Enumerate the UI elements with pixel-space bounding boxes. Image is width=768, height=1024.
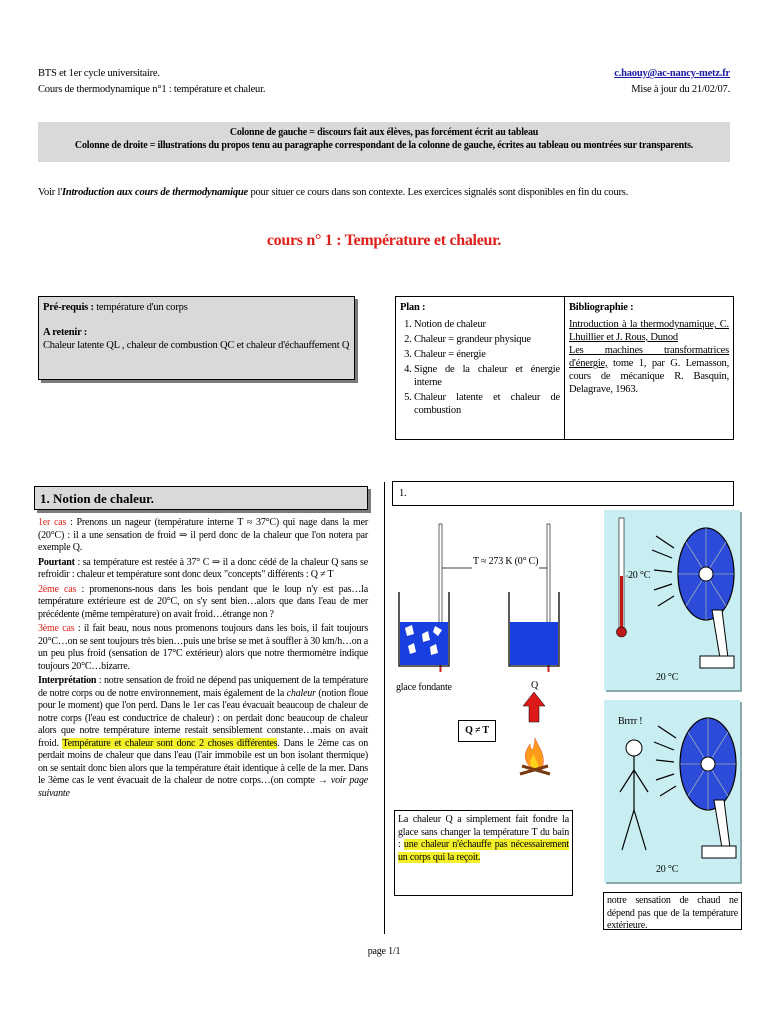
bibliography-box: Bibliographie : Introduction à la thermodynamique, C. Lhuillier et J. Rous, Dunod Les machines transformatrices d'énergie, tome 1, par G. Lemasson, cours de mécanique R. Basquin, Delagrave, 1963. xyxy=(564,296,734,440)
wind-line xyxy=(654,570,672,572)
section-1-right-heading: 1. xyxy=(392,481,734,506)
person-head xyxy=(626,740,642,756)
intro-line: Voir l'Introduction aux cours de thermodynamique pour situer ce cours dans son contexte. Les exercices signalés sont disponibles en fin du cours. xyxy=(38,187,629,198)
header-update-date: Mise à jour du 21/02/07. xyxy=(631,84,730,95)
q-label: Q xyxy=(531,680,539,691)
section-1-body: 1er cas : Prenons un nageur (température interne T ≈ 37°C) qui nage dans la mer (20°C) : il a une sensation de froid ⇒ il perd donc de la chaleur que l'on notera par exemple Q. Pourtant : sa température est restée à 37° C ⇒ il a donc cédé de la chaleur Q sans se refroidir : chaleur et température sont donc deux "concepts" différents : Q ≠ T 2ème cas : promenons-nous dans les bois pendant que le loup n'y est pas…la température extérieure est de 20°C, on s'y sent bien…alors que dans l'eau de mer précédente (même température) on avait froid…étrange non ? 3ème cas : il fait beau, nous nous promenons toujours dans les bois, il fait toujours 20°C…on se sent toujours très bien…puis une brise se met à souffler à 30 km/h…on a un peu plus froid (sensation de 17°C extérieur) alors que notre thermomètre indique toujours 20°C…bizarre. Interprétation : notre sensation de froid ne dépend pas uniquement de la température de notre corps ou de notre environnement, mais également de la chaleur (notion floue pour le moment) que l'on perd. Dans le 1er cas l'eau évacuait beaucoup de chaleur de notre corps (l'eau est conductrice de chaleur) : on perdait donc beaucoup de chaleur alors que notre température interne restait sensiblement constante…mais on avait froid. Température et chaleur sont donc 2 choses différentes. Dans le 2ème cas on perdait moins de chaleur que dans l'eau (l'air immobile est un bon isolant thermique) on se sentait donc bien alors que la température était identique à celle de la mer. Dans le 3ème cas le vent évacuait de la chaleur de notre corps…(on compte → voir page suivante xyxy=(38,517,369,799)
wind-line xyxy=(656,760,674,762)
fan-panel-top xyxy=(604,510,740,690)
wind-line xyxy=(656,774,674,780)
wind-line xyxy=(658,726,676,738)
ice-bath-figure xyxy=(392,512,597,928)
columns-banner xyxy=(38,122,730,162)
fan-base xyxy=(700,656,734,668)
heat-arrow xyxy=(523,692,545,722)
fan-base xyxy=(702,846,736,858)
fan-top-temp-bottom: 20 °C xyxy=(656,672,679,683)
wind-lines-bottom xyxy=(654,726,676,796)
ice-caption-box: La chaleur Q a simplement fait fondre la glace sans changer la température T du bain : une chaleur n'échauffe pas nécessairement un corps qui la reçoit. xyxy=(394,810,573,896)
wind-line xyxy=(654,584,672,590)
banner-line-right: Colonne de droite = illustrations du propos tenu au paragraphe correspondant de la colonne de gauche, écrites au tableau ou montrées sur transparents. xyxy=(74,139,694,151)
wind-lines-top xyxy=(652,536,674,606)
plan-item: 5. Chaleur latente et chaleur de combustion xyxy=(414,391,560,417)
plan-item: 2. Chaleur = grandeur physique xyxy=(414,333,560,346)
fan-hub xyxy=(699,567,713,581)
fan-panel-top-svg xyxy=(604,510,740,690)
wind-line xyxy=(656,536,674,548)
plan-item: 3. Chaleur = énergie xyxy=(414,348,560,361)
fan-panel-bottom xyxy=(604,700,740,882)
retenir-text: Chaleur latente QL , chaleur de combustion QC et chaleur d'échauffement Q xyxy=(43,340,350,351)
temperature-label: T ≈ 273 K (0° C) xyxy=(473,556,539,567)
plan-item: 4. Signe de la chaleur et énergie interne xyxy=(414,363,560,389)
wind-line xyxy=(660,786,676,796)
wind-line xyxy=(658,596,674,606)
banner-line-left: Colonne de gauche = discours fait aux élèves, pas forcément écrit au tableau xyxy=(229,127,539,138)
fan-top-temp-thermo: 20 °C xyxy=(628,570,651,581)
biblio-ref-2: Les machines transformatrices d'énergie, tome 1, par G. Lemasson, cours de mécanique R. Basquin, Delagrave, 1963. xyxy=(569,345,729,395)
intro-link[interactable]: Introduction aux cours de thermodynamique xyxy=(61,187,249,198)
prerequisites-box: Pré-requis : température d'un corps A retenir : Chaleur latente QL , chaleur de combustion QC et chaleur d'échauffement Q xyxy=(38,296,355,380)
ice-label: glace fondante xyxy=(396,682,452,693)
wind-line xyxy=(652,550,672,558)
person-leg xyxy=(622,810,634,850)
page-title: cours n° 1 : Température et chaleur. xyxy=(266,232,502,249)
plan-item: 1. Notion de chaleur xyxy=(414,318,560,331)
wind-line xyxy=(654,742,674,750)
person-leg xyxy=(634,810,646,850)
fan-stand xyxy=(712,610,728,658)
brrr-label: Brrrr ! xyxy=(618,716,643,727)
biblio-ref-1: Introduction à la thermodynamique, C. Lhuillier et J. Rous, Dunod xyxy=(569,319,729,343)
thermometer-top-bulb xyxy=(617,627,627,637)
person-arm xyxy=(634,770,648,792)
page-number: page 1/1 xyxy=(367,946,401,957)
fan-stand xyxy=(714,800,730,848)
q-neq-t-box: Q ≠ T xyxy=(458,720,496,742)
thermometer-top-fluid xyxy=(620,576,623,628)
header-course-title: Cours de thermodynamique n°1 : température et chaleur. xyxy=(38,84,266,95)
person-arm xyxy=(620,770,634,792)
header-email-link[interactable]: c.haouy@ac-nancy-metz.fr xyxy=(614,68,730,79)
plan-box: Plan : 1. Notion de chaleur 2. Chaleur = grandeur physique 3. Chaleur = énergie 4. Signe de la chaleur et énergie interne 5. Chaleur latente et chaleur de combustion xyxy=(395,296,565,440)
section-1-heading: 1. Notion de chaleur. xyxy=(34,486,368,510)
fan-caption-box: notre sensation de chaud ne dépend pas que de la température extérieure. xyxy=(603,892,742,930)
water-right xyxy=(510,622,558,665)
fan-hub xyxy=(701,757,715,771)
column-divider xyxy=(384,482,385,934)
header-course-level: BTS et 1er cycle universitaire. xyxy=(38,68,160,79)
fan-bottom-temp: 20 °C xyxy=(656,864,679,875)
